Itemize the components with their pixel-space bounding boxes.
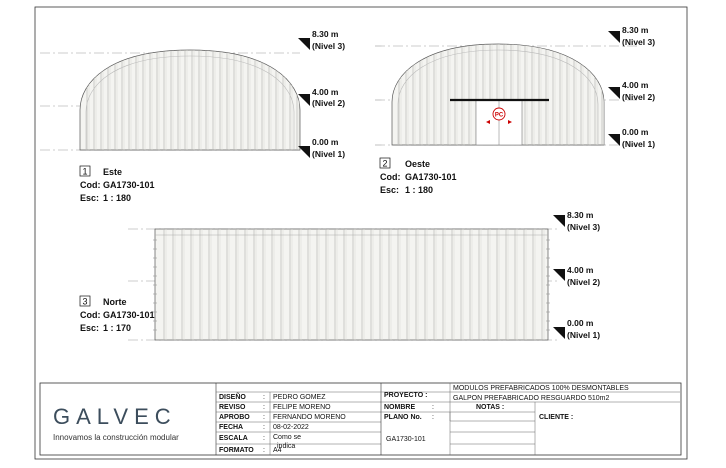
esc-value: 1 : 180 — [405, 185, 434, 195]
fecha-colon: : — [263, 424, 265, 431]
cliente-label: CLIENTE : — [539, 414, 574, 421]
aprobo-value: FERNANDO MORENO — [273, 414, 346, 421]
escala-colon: : — [263, 435, 265, 442]
cod-label: Cod: — [80, 310, 101, 320]
level-value: 4.00 m — [567, 265, 594, 275]
fecha-label: FECHA — [219, 424, 244, 431]
esc-value: 1 : 180 — [103, 193, 132, 203]
view-number: 1 — [82, 166, 88, 177]
level-marker-base — [553, 318, 600, 340]
diseno-label: DISEÑO — [219, 394, 246, 401]
level-value: 4.00 m — [312, 87, 339, 97]
view-name: Norte — [103, 297, 127, 307]
level-name: (Nivel 2) — [567, 277, 601, 287]
level-marker-mid — [553, 265, 600, 287]
plano-label: PLANO No. — [384, 414, 422, 421]
reviso-colon: : — [263, 404, 265, 411]
view-caption-este — [80, 166, 155, 203]
level-name: (Nivel 1) — [622, 139, 656, 149]
esc-value: 1 : 170 — [103, 323, 132, 333]
level-name: (Nivel 3) — [312, 41, 346, 51]
notas-label: NOTAS : — [476, 404, 505, 411]
cod-label: Cod: — [80, 180, 101, 190]
level-name: (Nivel 1) — [567, 330, 601, 340]
reviso-label: REVISO — [219, 404, 246, 411]
level-marker-top — [553, 210, 600, 232]
level-name: (Nivel 2) — [312, 98, 346, 108]
nombre-value: GALPON PREFABRICADO RESGUARDO 510m2 — [453, 395, 610, 402]
cod-value: GA1730-101 — [103, 180, 155, 190]
formato-label: FORMATO — [219, 447, 254, 454]
level-name: (Nivel 1) — [312, 149, 346, 159]
company-logo — [53, 404, 179, 442]
plano-colon: : — [432, 414, 434, 421]
cod-label: Cod: — [380, 172, 401, 182]
proyecto-label: PROYECTO : — [384, 392, 428, 399]
diseno-value: PEDRO GOMEZ — [273, 394, 326, 401]
proyecto-value: MODULOS PREFABRICADOS 100% DESMONTABLES — [453, 385, 629, 392]
elevation-oeste — [375, 34, 640, 145]
aprobo-colon: : — [263, 414, 265, 421]
level-marker-top — [298, 29, 345, 51]
escala-value-line2: indica — [277, 443, 296, 450]
elevation-este — [40, 40, 300, 150]
level-value: 8.30 m — [622, 25, 649, 35]
esc-label: Esc: — [80, 323, 100, 333]
door-tag-label: PC — [494, 112, 504, 119]
nombre-colon: : — [432, 404, 434, 411]
view-caption-oeste — [380, 158, 457, 195]
level-marker-top — [608, 25, 655, 47]
view-caption-norte — [80, 296, 155, 333]
level-marker-mid — [298, 87, 345, 108]
fecha-value: 08-02-2022 — [273, 424, 309, 431]
level-name: (Nivel 2) — [622, 92, 656, 102]
level-value: 8.30 m — [567, 210, 594, 220]
escala-label: ESCALA — [219, 435, 248, 442]
formato-value: A4 — [273, 447, 282, 454]
aprobo-label: APROBO — [219, 414, 250, 421]
plano-value: GA1730-101 — [386, 436, 426, 443]
level-value: 8.30 m — [312, 29, 339, 39]
elevation-norte — [128, 229, 560, 340]
level-marker-base — [298, 137, 345, 159]
logo-tagline: Innovamos la construcción modular — [53, 433, 179, 442]
building-outline — [80, 50, 300, 150]
level-value: 0.00 m — [622, 127, 649, 137]
level-marker-base — [608, 127, 655, 149]
level-marker-mid — [608, 80, 655, 102]
title-block — [40, 383, 681, 455]
esc-label: Esc: — [80, 193, 100, 203]
level-value: 0.00 m — [567, 318, 594, 328]
view-name: Este — [103, 167, 123, 177]
cod-value: GA1730-101 — [405, 172, 457, 182]
view-number: 3 — [82, 296, 88, 307]
building-outline — [155, 229, 548, 340]
logo-brand: GALVEC — [53, 404, 177, 429]
level-value: 4.00 m — [622, 80, 649, 90]
level-name: (Nivel 3) — [622, 37, 656, 47]
escala-value-line1: Como se — [273, 434, 302, 441]
reviso-value: FELIPE MORENO — [273, 404, 331, 411]
formato-colon: : — [263, 447, 265, 454]
cod-value: GA1730-101 — [103, 310, 155, 320]
level-name: (Nivel 3) — [567, 222, 601, 232]
view-name: Oeste — [405, 159, 431, 169]
diseno-colon: : — [263, 394, 265, 401]
view-number: 2 — [382, 158, 388, 169]
esc-label: Esc: — [380, 185, 400, 195]
nombre-label: NOMBRE — [384, 404, 416, 411]
level-value: 0.00 m — [312, 137, 339, 147]
